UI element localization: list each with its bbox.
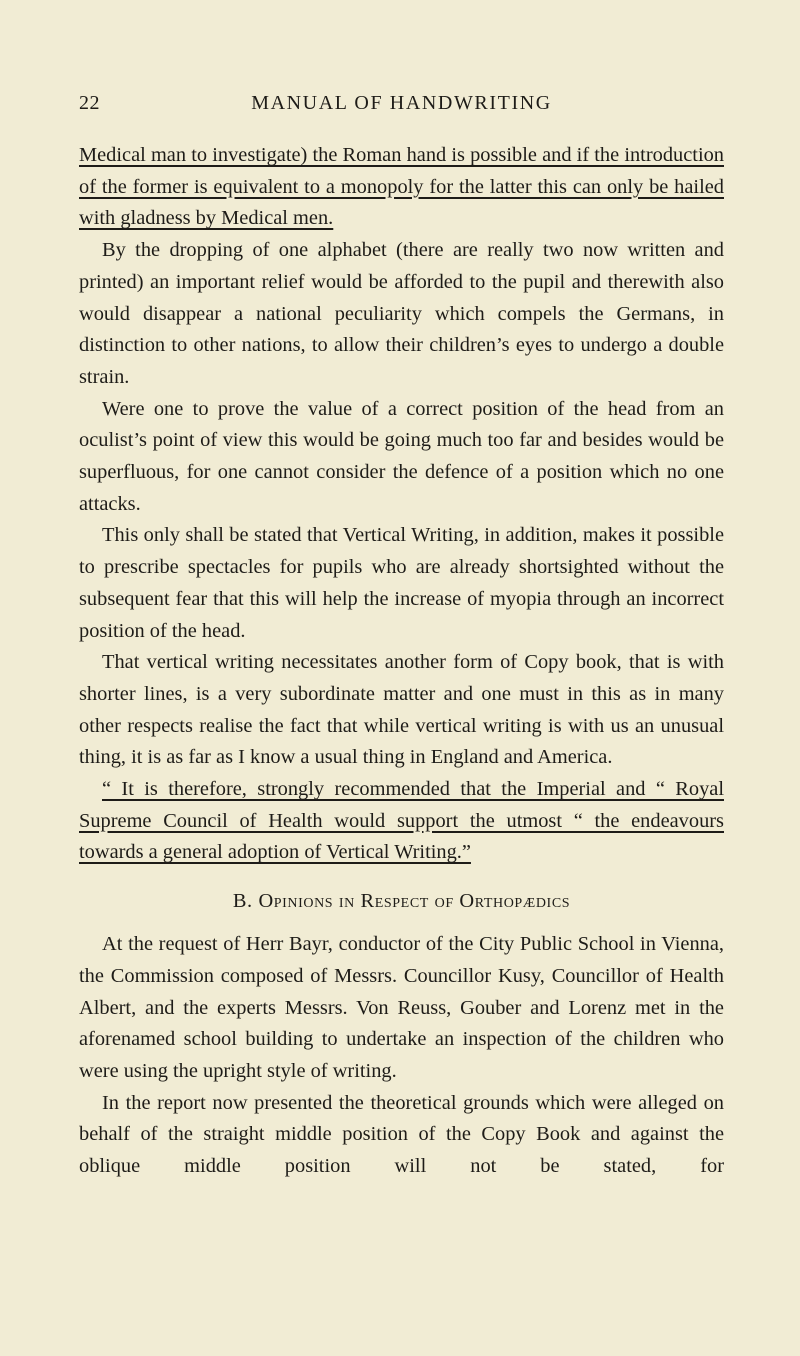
page-header [79, 92, 724, 122]
paragraph-spectacles: This only shall be stated that Vertical Writing, in addition, makes it possible to prescribe spectacles for pupils who are already shortsighted without the subsequent fear that this will help the increase of myopia through an incorrect position of the head. [79, 524, 724, 642]
running-head: MANUAL OF HANDWRITING [251, 92, 552, 114]
paragraph-underlined-continuation: Medical man to investigate) the Roman hand is possible and if the introduction of the former is equivalent to a monopoly for the latter this can only be hailed with gladness by Medical men. [79, 144, 724, 230]
paragraph-copy-book: That vertical writing necessitates another form of Copy book, that is with shorter lines, is a very subordinate matter and one must in this as in many other respects realise the fact that while vertical writing is with us an unusual thing, it is as far as I know a usual thing in England and America. [79, 651, 724, 769]
page-number: 22 [79, 92, 100, 114]
paragraph-recommendation-quote: “ It is therefore, strongly recommended that the Imperial and “ Royal Supreme Council of Health would support the utmost “ the endeavours towards a general adoption of Vertical Writing.” [79, 778, 724, 864]
paragraph-report: In the report now presented the theoretical grounds which were alleged on behalf of the straight middle position of the Copy Book and against the oblique middle position will not be stated, for [79, 1091, 724, 1178]
paragraph-commission: At the request of Herr Bayr, conductor of the City Public School in Vienna, the Commission composed of Messrs. Councillor Kusy, Councillor of Health Albert, and the experts Messrs. Von Reuss, Gouber and Lorenz met in the aforenamed school building to undertake an inspection of the children who were using the upright style of writing. [79, 933, 724, 1082]
section-heading: B. Opinions in Respect of Orthopædics [232, 890, 571, 913]
paragraph-alphabet: By the dropping of one alphabet (there are really two now written and printed) an important relief would be afforded to the pupil and therewith also would disappear a national peculiarity which compels the Germans, in distinction to other nations, to allow their children’s eyes to undergo a double strain. [79, 239, 724, 388]
book-page [79, 92, 724, 1183]
paragraph-head-position: Were one to prove the value of a correct position of the head from an oculist’s point of view this would be going much too far and besides would be superfluous, for one cannot consider the defence of a position which no one attacks. [79, 397, 724, 515]
page-body [79, 140, 724, 1183]
